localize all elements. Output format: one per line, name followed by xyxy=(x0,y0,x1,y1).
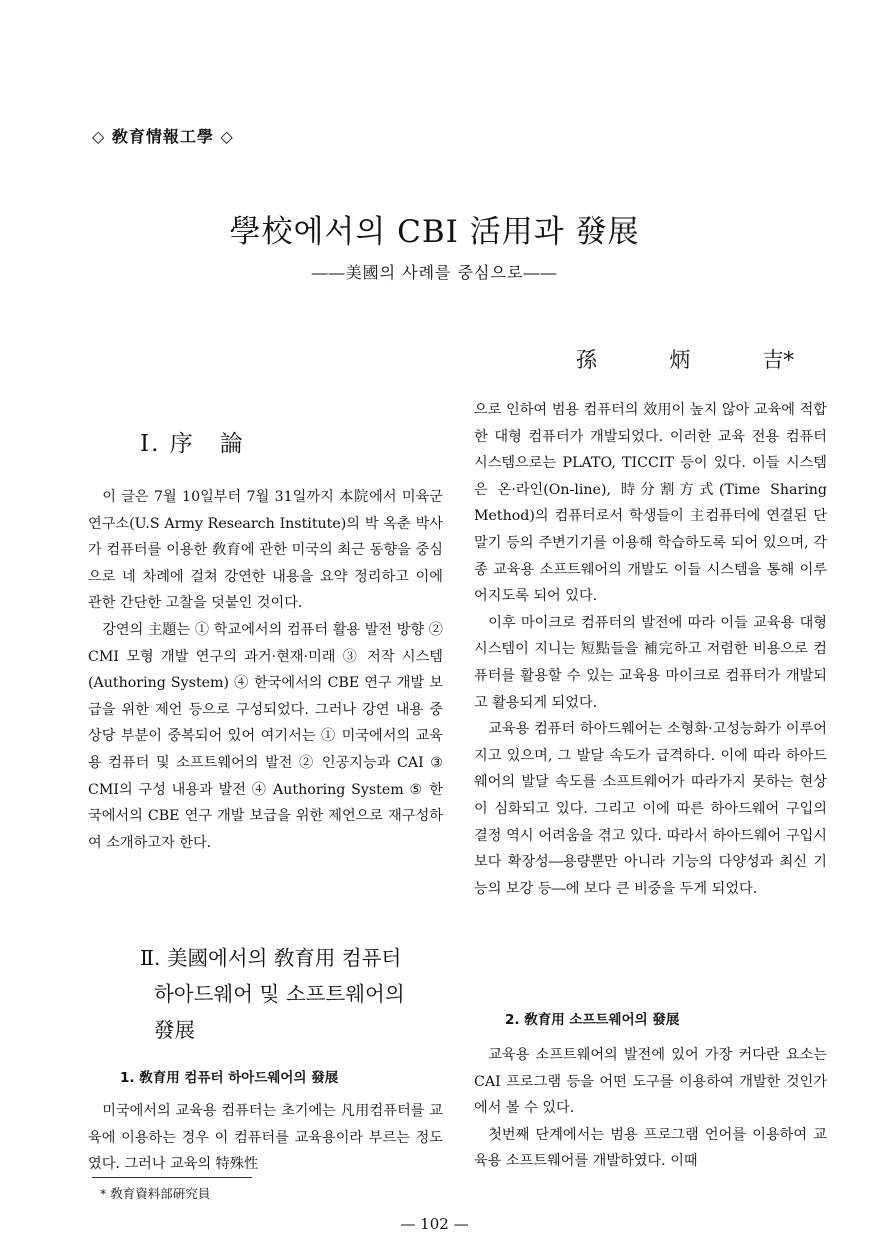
footnote: * 敎育資料部硏究員 xyxy=(100,1186,211,1201)
article-subtitle: ――美國의 사례를 중심으로―― xyxy=(311,263,558,282)
heading-section-2 xyxy=(140,940,450,1048)
heading-introduction: Ⅰ. 序 論 xyxy=(140,431,245,457)
author-name xyxy=(576,344,794,374)
heading-software: 2. 敎育用 소프트웨어의 發展 xyxy=(505,1012,680,1028)
author-name-part: 炳 xyxy=(669,348,691,372)
paragraph: 교육용 소프트웨어의 발전에 있어 가장 커다란 요소는 CAI 프로그램 등을 어떤 도구를 이용하여 개발한 것인가에서 볼 수 있다. xyxy=(474,1047,827,1117)
heading-section-2-line: 하아드웨어 및 소프트웨어의 xyxy=(154,982,405,1006)
heading-hardware: 1. 敎育用 컴퓨터 하아드웨어의 發展 xyxy=(120,1070,339,1086)
paragraph: 교육용 컴퓨터 하아드웨어는 소형화·고성능화가 이루어지고 있으며, 그 발달 속도가 급격하다. 이에 따라 하아드웨어의 발달 속도를 소프트웨어가 따라가지 못하는 현상이 심화되고 있다. 그리고 이에 따른 하아드웨어 구입의 결정 역시 어려움을 겪고 있다. 따라서 하아드웨어 구입시보다 확장성―용량뿐만 아니라 기능의 다양성과 최신 기능의 보강 등―에 보다 큰 비중을 두게 되었다. xyxy=(474,721,827,897)
paragraph: 이 글은 7월 10일부터 7월 31일까지 本院에서 미육군연구소(U.S Army Research Institute)의 박 옥춘 박사가 컴퓨터를 이용한 敎育에 관한 미국의 최근 동향을 중심으로 네 차례에 걸쳐 강연한 내용을 요약 정리하고 이에 관한 간단한 고찰을 덧붙인 것이다. xyxy=(88,489,443,612)
footnote-divider xyxy=(92,1177,252,1178)
left-column-body xyxy=(88,484,443,856)
article-title: 學校에서의 CBI 活用과 發展 xyxy=(229,214,640,250)
paragraph: 강연의 主題는 ① 학교에서의 컴퓨터 활용 발전 방향 ② CMI 모형 개발 연구의 과거·현재·미래 ③ 저작 시스템(Authoring System) ④ 한국에서의 CBE 연구 개발 보급을 위한 제언 등으로 구성되었다. 그러나 강연 내용 중 상당 부분이 중복되어 있어 여기서는 ① 미국에서의 교육용 컴퓨터 및 소프트웨어의 발전 ② 인공지능과 CAI ③ CMI의 구성 내용과 발전 ④ Authoring System ⑤ 한국에서의 CBE 연구 개발 보급을 위한 제언으로 재구성하여 소개하고자 한다. xyxy=(88,621,443,851)
paragraph: 으로 인하여 범용 컴퓨터의 效用이 높지 않아 교육에 적합한 대형 컴퓨터가 개발되었다. 이러한 교육 전용 컴퓨터 시스템으로는 PLATO, TICCIT 등이 있다. 이들 시스템은 온·라인(On-line), 時分割方式(Time Sharing Method)의 컴퓨터로서 학생들이 主컴퓨터에 연결된 단말기 등의 주변기기를 이용해 학습하도록 되어 있으며, 각종 교육용 소프트웨어의 개발도 이들 시스템을 통해 이루어지도록 되어 있다. xyxy=(474,402,827,605)
heading-section-2-line: Ⅱ. 美國에서의 敎育用 컴퓨터 xyxy=(140,946,402,970)
author-name-part: 孫 xyxy=(576,348,597,372)
paragraph: 미국에서의 교육용 컴퓨터는 초기에는 凡用컴퓨터를 교육에 이용하는 경우 이 컴퓨터를 교육용이라 부르는 정도였다. 그러나 교육의 特殊性 xyxy=(88,1103,443,1173)
section-label: ◇ 敎育情報工學 ◇ xyxy=(92,127,234,146)
left-column-body-2 xyxy=(88,1098,443,1178)
author-name-part: 吉* xyxy=(762,348,794,372)
right-column-body xyxy=(474,397,827,902)
paragraph: 첫번째 단계에서는 범용 프로그램 언어를 이용하여 교육용 소프트웨어를 개발하였다. 이때 xyxy=(474,1126,827,1170)
heading-section-2-line: 發展 xyxy=(154,1018,195,1042)
right-column-body-2 xyxy=(474,1042,827,1175)
page-number: — 102 — xyxy=(400,1215,469,1233)
paragraph: 이후 마이크로 컴퓨터의 발전에 따라 이들 교육용 대형 시스템이 지니는 短點들을 補完하고 저렴한 비용으로 컴퓨터를 활용할 수 있는 교육용 마이크로 컴퓨터가 개발되고 활용되게 되었다. xyxy=(474,614,827,711)
